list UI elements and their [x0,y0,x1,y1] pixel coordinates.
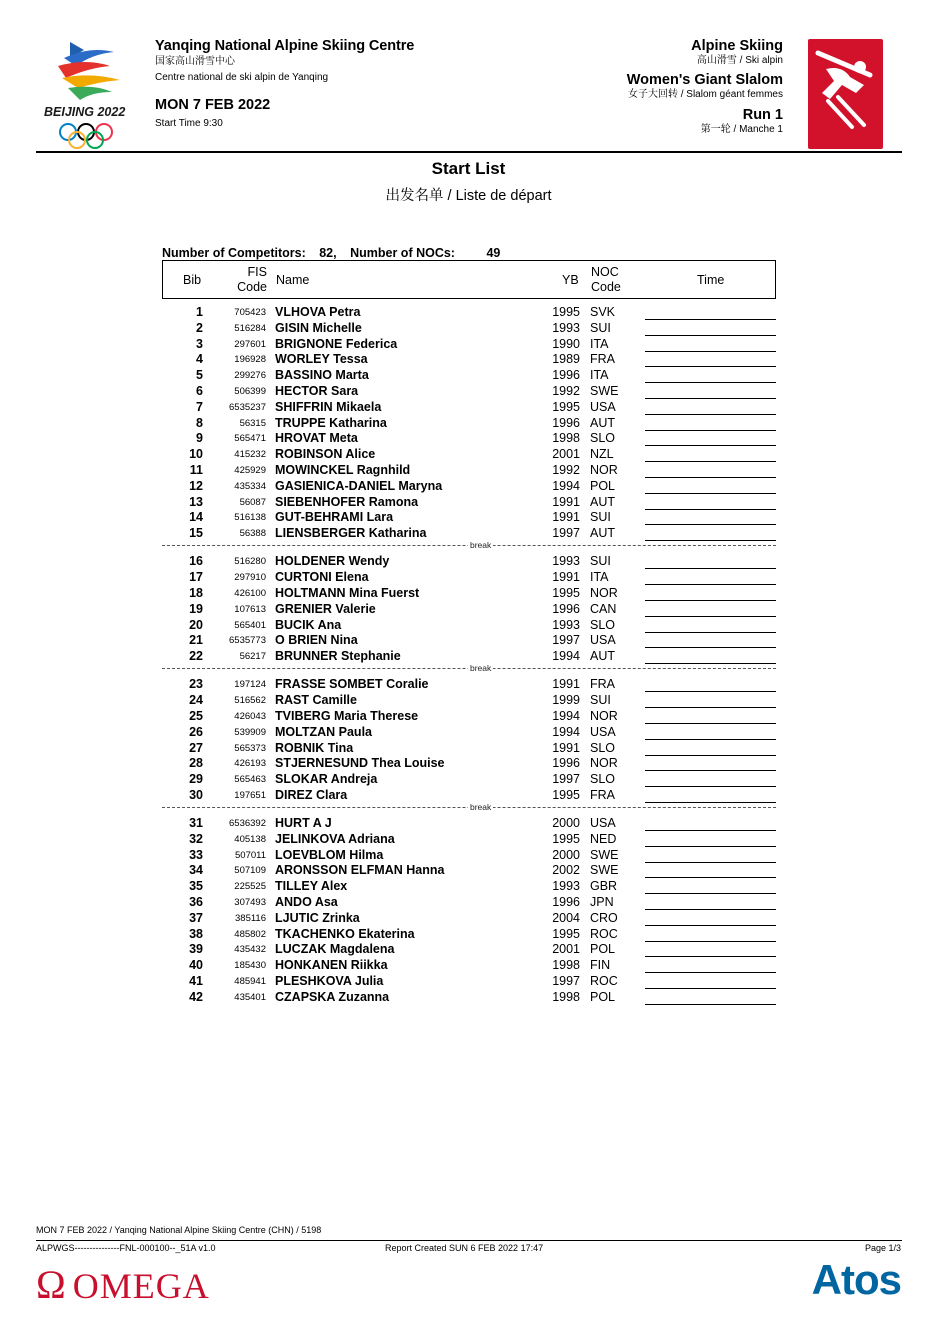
table-row [162,832,776,848]
bib-cell: 38 [189,926,203,941]
year-of-birth-cell: 2000 [552,847,580,862]
header-divider [36,151,902,153]
venue-block [155,38,414,86]
athlete-name-cell: JELINKOVA Adriana [275,831,395,846]
bib-cell: 34 [189,863,203,878]
column-yb: YB [562,273,579,287]
table-row [162,352,776,368]
athlete-name-cell: ANDO Asa [275,895,338,910]
year-of-birth-cell: 1989 [552,352,580,367]
year-of-birth-cell: 1991 [552,570,580,585]
beijing-2022-logo-text: BEIJING 2022 [44,105,126,119]
bib-cell: 21 [189,633,203,648]
bib-cell: 33 [189,847,203,862]
fis-code-cell: 565373 [234,742,266,754]
bib-cell: 16 [189,554,203,569]
sport-name-sub: 高山滑雪 / Ski alpin [696,55,783,66]
column-noc-2: Code [591,280,621,294]
fis-code-cell: 56087 [239,496,266,508]
athlete-name-cell: GISIN Michelle [275,320,362,335]
athlete-name-cell: HURT A J [275,816,332,831]
column-noc-1: NOC [591,265,619,279]
noc-code-cell: USA [590,399,616,414]
bib-cell: 10 [189,447,203,462]
athlete-name-cell: HECTOR Sara [275,383,359,398]
time-entry-line [645,1004,776,1005]
event-name: Women's Giant Slalom [626,72,783,88]
run-name-sub: 第一轮 / Manche 1 [700,124,783,135]
year-of-birth-cell: 1993 [552,320,580,335]
event-date: MON 7 FEB 2022 [155,97,271,113]
year-of-birth-cell: 2004 [552,910,580,925]
athlete-name-cell: TKACHENKO Ekaterina [275,926,415,941]
table-row [162,305,776,321]
year-of-birth-cell: 1998 [552,431,580,446]
table-row [162,463,776,479]
year-of-birth-cell: 1998 [552,958,580,973]
fis-code-cell: 6536392 [229,818,266,830]
document-title: Start List [431,159,506,178]
table-row [162,633,776,649]
fis-code-cell: 516138 [234,512,266,524]
noc-code-cell: SUI [590,554,611,569]
year-of-birth-cell: 1995 [552,399,580,414]
athlete-name-cell: BRIGNONE Federica [275,336,398,351]
fis-code-cell: 299276 [234,370,266,382]
athlete-name-cell: HONKANEN Riikka [275,958,388,973]
athlete-name-cell: ARONSSON ELFMAN Hanna [275,863,445,878]
year-of-birth-cell: 1990 [552,336,580,351]
bib-cell: 32 [189,831,203,846]
athlete-name-cell: FRASSE SOMBET Coralie [275,677,429,692]
fis-code-cell: 6535773 [229,635,266,647]
fis-code-cell: 516280 [234,556,266,568]
athlete-name-cell: STJERNESUND Thea Louise [275,756,445,771]
bib-cell: 24 [189,693,203,708]
bib-cell: 37 [189,910,203,925]
venue-name-cn: 国家高山滑雪中心 [155,56,235,67]
break-label: break [470,801,492,812]
noc-code-cell: FRA [590,352,615,367]
fis-code-cell: 297910 [234,572,266,584]
bib-cell: 15 [189,526,203,541]
atos-logo: Atos [811,1256,901,1303]
table-row [162,756,776,772]
year-of-birth-cell: 1995 [552,585,580,600]
table-row [162,368,776,384]
event-name-sub: 女子大回转 / Slalom géant femmes [627,89,783,100]
table-row [162,384,776,400]
fis-code-cell: 565471 [234,433,266,445]
noc-code-cell: AUT [590,526,615,541]
athlete-name-cell: MOLTZAN Paula [275,724,372,739]
athlete-name-cell: BASSINO Marta [275,368,369,383]
year-of-birth-cell: 2000 [552,816,580,831]
bib-cell: 29 [189,772,203,787]
fis-code-cell: 426043 [234,710,266,722]
year-of-birth-cell: 1991 [552,740,580,755]
fis-code-cell: 435432 [234,944,266,956]
bib-cell: 36 [189,895,203,910]
athlete-name-cell: ROBNIK Tina [275,740,354,755]
noc-code-cell: SUI [590,320,611,335]
start-time: Start Time 9:30 [155,118,223,129]
table-row [162,990,776,1006]
bib-cell: 7 [196,399,203,414]
athlete-name-cell: SLOKAR Andreja [275,772,378,787]
alpine-skiing-pictogram-icon [808,39,883,149]
year-of-birth-cell: 1992 [552,383,580,398]
athlete-name-cell: RAST Camille [275,693,357,708]
year-of-birth-cell: 1995 [552,305,580,319]
year-of-birth-cell: 1997 [552,526,580,541]
column-bib: Bib [183,273,202,287]
venue-name: Yanqing National Alpine Skiing Centre [155,38,415,54]
bib-cell: 1 [196,305,203,319]
bib-cell: 26 [189,724,203,739]
year-of-birth-cell: 1996 [552,756,580,771]
athlete-name-cell: LIENSBERGER Katharina [275,526,427,541]
table-row [162,677,776,693]
year-of-birth-cell: 1991 [552,677,580,692]
table-row [162,693,776,709]
bib-cell: 23 [189,677,203,692]
break-separator [162,539,776,554]
run-name: Run 1 [742,107,783,123]
fis-code-cell: 516284 [234,322,266,334]
table-row [162,725,776,741]
table-row [162,974,776,990]
athlete-name-cell: TVIBERG Maria Therese [275,708,419,723]
noc-code-cell: SWE [590,847,619,862]
fis-code-cell: 197124 [234,679,266,691]
year-of-birth-cell: 1993 [552,879,580,894]
noc-code-cell: SLO [590,740,616,755]
bib-cell: 31 [189,816,203,831]
fis-code-cell: 485802 [234,928,266,940]
noc-code-cell: AUT [590,649,615,664]
noc-code-cell: FRA [590,677,615,692]
fis-code-cell: 565401 [234,619,266,631]
bib-cell: 17 [189,570,203,585]
fis-code-cell: 539909 [234,726,266,738]
fis-code-cell: 225525 [234,881,266,893]
table-row [162,321,776,337]
noc-code-cell: SUI [590,693,611,708]
bib-cell: 22 [189,649,203,664]
fis-code-cell: 56388 [239,528,266,540]
year-of-birth-cell: 1992 [552,462,580,477]
table-row [162,510,776,526]
fis-code-cell: 506399 [234,385,266,397]
bib-cell: 6 [196,383,203,398]
noc-code-cell: CRO [590,910,618,925]
fis-code-cell: 297601 [234,338,266,350]
footer-divider [36,1240,902,1241]
table-row [162,416,776,432]
fis-code-cell: 307493 [234,897,266,909]
table-row [162,400,776,416]
break-separator [162,662,776,677]
bib-cell: 13 [189,494,203,509]
noc-code-cell: CAN [590,601,617,616]
fis-code-cell: 435401 [234,991,266,1003]
bib-cell: 30 [189,787,203,802]
athlete-name-cell: HOLDENER Wendy [275,554,390,569]
fis-code-cell: 196928 [234,354,266,366]
fis-code-cell: 56217 [239,651,266,663]
table-row [162,942,776,958]
year-of-birth-cell: 2001 [552,447,580,462]
athlete-name-cell: ROBINSON Alice [275,447,376,462]
athlete-name-cell: MOWINCKEL Ragnhild [275,462,411,477]
table-row [162,554,776,570]
year-of-birth-cell: 1991 [552,494,580,509]
noc-code-cell: NOR [590,756,618,771]
fis-code-cell: 385116 [235,912,266,924]
footer-venue-line: MON 7 FEB 2022 / Yanqing National Alpine Skiing Centre (CHN) / 5198 [36,1225,322,1235]
athlete-name-cell: GASIENICA-DANIEL Maryna [275,478,443,493]
bib-cell: 9 [196,431,203,446]
table-row [162,911,776,927]
athlete-name-cell: WORLEY Tessa [275,352,368,367]
fis-code-cell: 565463 [234,774,266,786]
sport-name: Alpine Skiing [691,38,783,54]
noc-code-cell: NED [590,831,617,846]
table-row [162,618,776,634]
athlete-name-cell: GRENIER Valerie [275,601,376,616]
noc-code-cell: SWE [590,383,619,398]
table-row [162,337,776,353]
bib-cell: 25 [189,708,203,723]
noc-code-cell: ITA [590,368,609,383]
athlete-name-cell: CURTONI Elena [275,570,369,585]
bib-cell: 20 [189,617,203,632]
competitor-counts [162,246,500,260]
omega-symbol-icon: Ω [36,1262,67,1307]
bib-cell: 41 [189,974,203,989]
table-row [162,709,776,725]
noc-code-cell: USA [590,724,616,739]
break-label: break [470,662,492,673]
table-row [162,570,776,586]
year-of-birth-cell: 1994 [552,724,580,739]
athlete-name-cell: SIEBENHOFER Ramona [275,494,419,509]
fis-code-cell: 507109 [234,865,266,877]
event-block [627,38,783,137]
noc-code-cell: SVK [590,305,616,319]
athlete-name-cell: TRUPPE Katharina [275,415,387,430]
fis-code-cell: 405138 [234,833,266,845]
noc-code-cell: AUT [590,494,615,509]
table-row [162,741,776,757]
bib-cell: 5 [196,368,203,383]
bib-cell: 4 [196,352,203,367]
athlete-name-cell: BUCIK Ana [275,617,342,632]
year-of-birth-cell: 1995 [552,926,580,941]
competitors-label: Number of Competitors: [162,246,306,260]
omega-logo [36,1261,210,1308]
footer-report-created: Report Created SUN 6 FEB 2022 17:47 [385,1243,544,1253]
fis-code-cell: 705423 [234,307,266,318]
fis-code-cell: 6535237 [229,401,266,413]
year-of-birth-cell: 1993 [552,617,580,632]
table-header [162,260,776,299]
year-of-birth-cell: 1993 [552,554,580,569]
year-of-birth-cell: 1998 [552,989,580,1004]
noc-code-cell: FRA [590,787,615,802]
noc-code-cell: GBR [590,879,618,894]
start-list-rows [162,305,776,1006]
omega-logo-text: OMEGA [72,1266,210,1306]
noc-code-cell: USA [590,633,616,648]
column-name: Name [276,273,310,287]
year-of-birth-cell: 1994 [552,478,580,493]
fis-code-cell: 185430 [234,960,266,972]
document-subtitle: 出发名单 / Liste de départ [385,188,552,204]
noc-code-cell: SUI [590,510,611,525]
fis-code-cell: 415232 [234,449,266,461]
footer-report-code: ALPWGS---------------FNL-000100--_51A v1.0 [36,1243,216,1253]
year-of-birth-cell: 1996 [552,601,580,616]
table-row [162,958,776,974]
table-row [162,927,776,943]
athlete-name-cell: O BRIEN Nina [275,633,358,648]
bib-cell: 39 [189,942,203,957]
noc-code-cell: POL [590,942,616,957]
table-row [162,586,776,602]
athlete-name-cell: LOEVBLOM Hilma [275,847,384,862]
nocs-label: Number of NOCs: [350,246,455,260]
year-of-birth-cell: 1997 [552,772,580,787]
year-of-birth-cell: 1997 [552,974,580,989]
athlete-name-cell: LJUTIC Zrinka [275,910,360,925]
noc-code-cell: ITA [590,336,609,351]
noc-code-cell: NZL [590,447,614,462]
fis-code-cell: 435334 [234,480,266,492]
table-row [162,863,776,879]
table-row [162,431,776,447]
noc-code-cell: NOR [590,585,618,600]
bib-cell: 12 [189,478,203,493]
column-time: Time [697,273,725,287]
athlete-name-cell: HOLTMANN Mina Fuerst [275,585,420,600]
bib-cell: 8 [196,415,203,430]
break-separator [162,801,776,816]
noc-code-cell: SLO [590,617,616,632]
beijing-2022-logo [40,36,142,154]
fis-code-cell: 56315 [239,417,266,429]
column-fis-2: Code [237,280,267,294]
year-of-birth-cell: 1999 [552,693,580,708]
bib-cell: 27 [189,740,203,755]
bib-cell: 14 [189,510,203,525]
table-row [162,495,776,511]
bib-cell: 19 [189,601,203,616]
nocs-count: 49 [486,246,501,260]
athlete-name-cell: PLESHKOVA Julia [275,974,384,989]
noc-code-cell: SLO [590,431,616,446]
table-row [162,479,776,495]
year-of-birth-cell: 1997 [552,633,580,648]
athlete-name-cell: TILLEY Alex [275,879,348,894]
table-row [162,772,776,788]
year-of-birth-cell: 1996 [552,368,580,383]
year-of-birth-cell: 1996 [552,415,580,430]
fis-code-cell: 507011 [235,849,266,861]
athlete-name-cell: HROVAT Meta [275,431,358,446]
column-fis-1: FIS [247,265,267,279]
noc-code-cell: FIN [590,958,611,973]
noc-code-cell: USA [590,816,616,831]
table-row [162,879,776,895]
year-of-birth-cell: 2001 [552,942,580,957]
athlete-name-cell: VLHOVA Petra [275,305,361,319]
fis-code-cell: 426193 [234,758,266,770]
bib-cell: 18 [189,585,203,600]
noc-code-cell: ITA [590,570,609,585]
table-row [162,848,776,864]
bib-cell: 40 [189,958,203,973]
noc-code-cell: POL [590,989,616,1004]
venue-name-fr: Centre national de ski alpin de Yanqing [155,72,329,83]
noc-code-cell: JPN [590,895,614,910]
bib-cell: 42 [189,989,203,1004]
noc-code-cell: ROC [590,974,618,989]
noc-code-cell: NOR [590,462,618,477]
fis-code-cell: 516562 [234,695,266,707]
competitors-count: 82, [319,246,337,260]
noc-code-cell: ROC [590,926,618,941]
fis-code-cell: 426100 [234,587,266,599]
break-label: break [470,539,492,550]
year-of-birth-cell: 1995 [552,831,580,846]
noc-code-cell: NOR [590,708,618,723]
table-row [162,447,776,463]
year-of-birth-cell: 1991 [552,510,580,525]
fis-code-cell: 107613 [234,603,266,615]
table-row [162,895,776,911]
fis-code-cell: 197651 [234,789,266,801]
year-of-birth-cell: 1995 [552,787,580,802]
year-of-birth-cell: 1996 [552,895,580,910]
year-of-birth-cell: 2002 [552,863,580,878]
athlete-name-cell: LUCZAK Magdalena [275,942,395,957]
footer-page-number: Page 1/3 [864,1243,901,1253]
athlete-name-cell: SHIFFRIN Mikaela [275,399,382,414]
bib-cell: 11 [189,462,203,477]
athlete-name-cell: BRUNNER Stephanie [275,649,401,664]
noc-code-cell: SLO [590,772,616,787]
noc-code-cell: SWE [590,863,619,878]
bib-cell: 28 [189,756,203,771]
bib-cell: 35 [189,879,203,894]
year-of-birth-cell: 1994 [552,649,580,664]
bib-cell: 2 [196,320,203,335]
table-row [162,816,776,832]
noc-code-cell: AUT [590,415,615,430]
fis-code-cell: 425929 [234,464,266,476]
noc-code-cell: POL [590,478,616,493]
table-row [162,602,776,618]
year-of-birth-cell: 1994 [552,708,580,723]
bib-cell: 3 [196,336,203,351]
athlete-name-cell: DIREZ Clara [275,787,348,802]
athlete-name-cell: CZAPSKA Zuzanna [275,989,390,1004]
fis-code-cell: 485941 [234,976,266,988]
athlete-name-cell: GUT-BEHRAMI Lara [275,510,394,525]
